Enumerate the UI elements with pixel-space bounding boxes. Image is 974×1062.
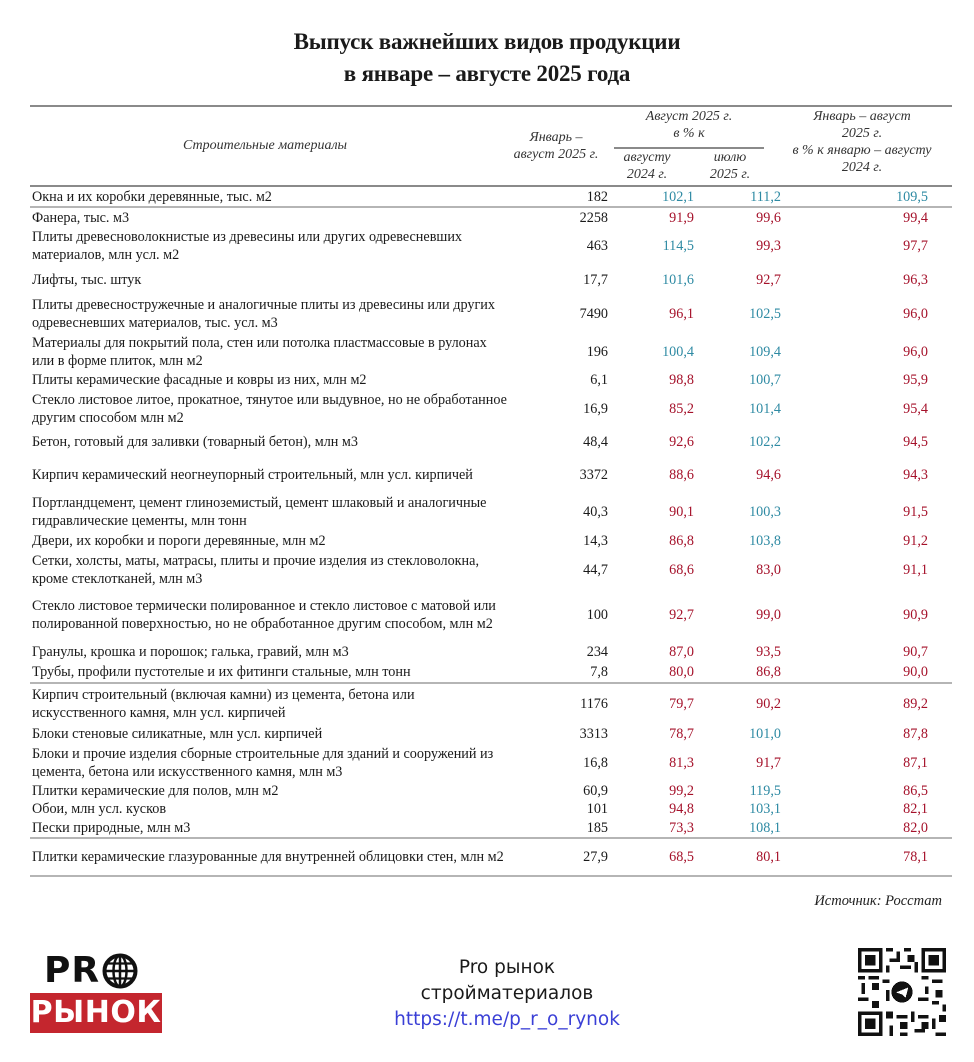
row-pct-aug-2024: 94,8 — [669, 801, 694, 817]
table-row — [30, 662, 952, 682]
header-aug24-line2: 2024 г. — [626, 167, 668, 182]
row-name: Двери, их коробки и пороги деревянные, млн м2 — [32, 533, 326, 549]
row-pct-yoy: 87,8 — [903, 725, 928, 742]
logo-pro-text: PR — [44, 950, 101, 991]
header-aug-group-line2: в % к — [673, 126, 705, 141]
row-pct-jul-2025: 101,4 — [749, 400, 781, 417]
row-pct-jul-2025: 92,7 — [756, 271, 781, 288]
row-pct-yoy: 90,9 — [903, 606, 928, 623]
row-name: Плиты древесноволокнистые из древесины или других одревесневших материалов, млн усл. м2 — [32, 229, 463, 263]
row-name: Трубы, профили пустотелые и их фитинги стальные, млн тонн — [32, 664, 411, 680]
table-row — [30, 390, 952, 427]
row-pct-yoy: 97,7 — [903, 238, 928, 254]
row-pct-aug-2024: 102,1 — [662, 188, 694, 205]
row-name: Обои, млн усл. кусков — [32, 801, 167, 817]
row-name: Стекло листовое термически полированное и стекло листовое с матовой или полированной поверхностью, но не обработанное другим способом, млн м2 — [32, 597, 496, 632]
header-aug-group-line1: Август 2025 г. — [645, 109, 733, 124]
table-row — [30, 682, 952, 723]
row-pct-jul-2025: 109,4 — [749, 343, 781, 360]
row-pct-jul-2025: 103,8 — [749, 533, 781, 549]
row-pct-yoy: 89,2 — [903, 695, 928, 712]
table-row — [30, 456, 952, 493]
row-pct-aug-2024: 79,7 — [669, 695, 694, 712]
header-yoy — [770, 108, 954, 176]
row-pct-aug-2024: 99,2 — [669, 782, 694, 799]
row-jan-aug-value: 196 — [586, 343, 608, 360]
row-jan-aug-value: 7,8 — [590, 664, 608, 680]
row-pct-jul-2025: 99,0 — [756, 606, 781, 623]
header-jul25-line2: 2025 г. — [709, 167, 751, 182]
table-row — [30, 427, 952, 456]
header-jul25-line1: июлю — [713, 150, 747, 165]
row-pct-jul-2025: 80,1 — [756, 849, 781, 865]
row-pct-jul-2025: 91,7 — [756, 754, 781, 771]
row-pct-yoy: 87,1 — [903, 754, 928, 771]
row-pct-jul-2025: 94,6 — [756, 466, 781, 483]
table-header — [30, 105, 952, 187]
table-row — [30, 781, 952, 800]
row-pct-aug-2024: 90,1 — [669, 504, 694, 520]
row-pct-jul-2025: 90,2 — [756, 695, 781, 712]
row-jan-aug-value: 17,7 — [583, 271, 608, 288]
header-yoy-line2: 2025 г. — [841, 126, 883, 141]
row-name: Кирпич керамический неогнеупорный строительный, млн усл. кирпичей — [32, 466, 473, 483]
logo-rynok: РЫНОК — [30, 993, 162, 1033]
row-pct-jul-2025: 83,0 — [756, 561, 781, 578]
title-line-1: Выпуск важнейших видов продукции — [293, 29, 681, 54]
row-pct-aug-2024: 88,6 — [669, 466, 694, 483]
row-pct-jul-2025: 111,2 — [750, 188, 781, 205]
row-name: Блоки стеновые силикатные, млн усл. кирпичей — [32, 725, 323, 742]
row-pct-yoy: 86,5 — [903, 782, 928, 799]
row-pct-aug-2024: 92,6 — [669, 433, 694, 450]
header-materials: Строительные материалы — [182, 138, 348, 153]
row-name: Сетки, холсты, маты, матрасы, плиты и прочие изделия из стекловолокна, кроме стеклотканей, млн м3 — [32, 552, 479, 587]
row-jan-aug-value: 3313 — [579, 725, 608, 742]
table-row — [30, 641, 952, 662]
row-pct-aug-2024: 81,3 — [669, 754, 694, 771]
row-pct-yoy: 109,5 — [896, 188, 928, 205]
row-jan-aug-value: 48,4 — [583, 433, 608, 450]
row-pct-aug-2024: 78,7 — [669, 725, 694, 742]
row-jan-aug-value: 463 — [586, 238, 608, 254]
row-pct-aug-2024: 96,1 — [669, 305, 694, 322]
row-pct-aug-2024: 86,8 — [669, 533, 694, 549]
table-row — [30, 493, 952, 531]
header-yoy-line1: Январь – август — [813, 109, 911, 124]
row-jan-aug-value: 44,7 — [583, 561, 608, 578]
row-name: Фанера, тыс. м3 — [32, 209, 130, 226]
row-pct-yoy: 95,4 — [903, 400, 928, 417]
header-jan-aug-2025 — [500, 129, 612, 163]
row-name: Портландцемент, цемент глиноземистый, цемент шлаковый и аналогичные гидравлические цементы, млн тонн — [32, 495, 487, 529]
logo-pro — [30, 952, 162, 990]
row-name: Стекло листовое литое, прокатное, тянутое или выдувное, но не обработанное другим способом млн м2 — [32, 391, 507, 426]
brand-logo — [30, 952, 162, 1033]
title-line-2: в январе – августе 2025 года — [343, 61, 631, 86]
row-pct-jul-2025: 99,3 — [756, 238, 781, 254]
row-pct-yoy: 91,2 — [903, 533, 928, 549]
row-jan-aug-value: 185 — [586, 819, 608, 836]
table-row — [30, 227, 952, 265]
promo-line-1: Pro рынок — [458, 957, 556, 978]
header-jan-aug-line2: август 2025 г. — [513, 147, 599, 162]
row-pct-jul-2025: 119,5 — [749, 782, 781, 799]
row-name: Плитки керамические глазурованные для внутренней облицовки стен, млн м2 — [32, 849, 504, 865]
row-pct-aug-2024: 100,4 — [662, 343, 694, 360]
row-name: Кирпич строительный (включая камни) из цемента, бетона или искусственного камня, млн усл. кирпичей — [32, 686, 415, 721]
row-pct-aug-2024: 87,0 — [669, 643, 694, 660]
page-title — [0, 26, 974, 90]
header-yoy-line4: 2024 г. — [841, 160, 883, 175]
row-pct-jul-2025: 103,1 — [749, 801, 781, 817]
row-pct-aug-2024: 101,6 — [662, 271, 694, 288]
row-name: Окна и их коробки деревянные, тыс. м2 — [32, 188, 272, 205]
row-pct-yoy: 91,1 — [903, 561, 928, 578]
row-jan-aug-value: 27,9 — [583, 849, 608, 865]
row-name: Плитки керамические для полов, млн м2 — [32, 782, 279, 799]
row-name: Блоки и прочие изделия сборные строительные для зданий и сооружений из цемента, бетона или искусственного камня, млн м3 — [32, 745, 494, 780]
row-pct-aug-2024: 114,5 — [662, 238, 694, 254]
row-jan-aug-value: 6,1 — [590, 372, 608, 388]
table-row — [30, 187, 952, 208]
row-jan-aug-value: 234 — [586, 643, 608, 660]
row-name: Пески природные, млн м3 — [32, 819, 191, 836]
row-jan-aug-value: 1176 — [580, 695, 608, 712]
row-name: Бетон, готовый для заливки (товарный бетон), млн м3 — [32, 433, 358, 450]
header-jan-aug-line1: Январь – — [529, 130, 583, 145]
header-aug24-line1: августу — [623, 150, 671, 165]
table-row — [30, 208, 952, 227]
row-name: Лифты, тыс. штук — [32, 271, 142, 288]
row-jan-aug-value: 16,9 — [583, 400, 608, 417]
table-row — [30, 531, 952, 551]
row-pct-yoy: 94,3 — [903, 466, 928, 483]
table-row — [30, 818, 952, 837]
table-row — [30, 800, 952, 818]
table-body — [30, 187, 952, 877]
table-row — [30, 333, 952, 370]
row-jan-aug-value: 40,3 — [583, 504, 608, 520]
row-pct-aug-2024: 92,7 — [669, 606, 694, 623]
table-row — [30, 265, 952, 294]
production-table — [30, 105, 952, 877]
row-pct-jul-2025: 93,5 — [756, 643, 781, 660]
row-pct-jul-2025: 101,0 — [749, 725, 781, 742]
row-jan-aug-value: 7490 — [579, 305, 608, 322]
table-row — [30, 294, 952, 333]
row-pct-yoy: 90,0 — [903, 664, 928, 680]
table-row — [30, 723, 952, 744]
header-aug-2024 — [612, 149, 682, 183]
row-pct-jul-2025: 102,2 — [749, 433, 781, 450]
row-pct-yoy: 78,1 — [903, 849, 928, 865]
row-jan-aug-value: 2258 — [579, 209, 608, 226]
row-jan-aug-value: 182 — [586, 188, 608, 205]
row-pct-yoy: 91,5 — [903, 504, 928, 520]
table-row — [30, 588, 952, 641]
row-jan-aug-value: 101 — [586, 801, 608, 817]
row-pct-yoy: 96,0 — [903, 343, 928, 360]
row-pct-jul-2025: 99,6 — [756, 209, 781, 226]
row-pct-yoy: 96,3 — [903, 271, 928, 288]
promo-line-2: стройматериалов — [420, 983, 594, 1004]
row-pct-jul-2025: 108,1 — [749, 819, 781, 836]
row-pct-jul-2025: 100,3 — [749, 504, 781, 520]
header-yoy-line3: в % к январю – августу — [792, 143, 932, 158]
source-note: Источник: Росстат — [814, 893, 942, 909]
table-row — [30, 744, 952, 781]
qr-code-icon[interactable] — [858, 948, 946, 1036]
header-aug-group — [612, 108, 766, 142]
row-pct-yoy: 82,0 — [903, 819, 928, 836]
row-name: Материалы для покрытий пола, стен или потолка пластмассовые в рулонах или в форме плиток, млн м2 — [32, 334, 487, 369]
row-pct-aug-2024: 85,2 — [669, 400, 694, 417]
row-pct-aug-2024: 68,5 — [669, 849, 694, 865]
row-name: Гранулы, крошка и порошок; галька, гравий, млн м3 — [32, 643, 349, 660]
header-jul-2025 — [690, 149, 770, 183]
row-jan-aug-value: 16,8 — [583, 754, 608, 771]
row-pct-jul-2025: 86,8 — [756, 664, 781, 680]
row-pct-jul-2025: 100,7 — [749, 372, 781, 388]
row-pct-aug-2024: 73,3 — [669, 819, 694, 836]
globe-icon — [102, 953, 138, 989]
row-pct-yoy: 95,9 — [903, 372, 928, 388]
table-row — [30, 837, 952, 877]
table-row — [30, 370, 952, 390]
row-jan-aug-value: 100 — [586, 606, 608, 623]
row-pct-aug-2024: 98,8 — [669, 372, 694, 388]
row-pct-jul-2025: 102,5 — [749, 305, 781, 322]
row-jan-aug-value: 14,3 — [583, 533, 608, 549]
row-name: Плиты древесностружечные и аналогичные плиты из древесины или других одревесневших материалов, тыс. усл. м3 — [32, 296, 495, 331]
channel-link[interactable]: https://t.me/p_r_o_rynok — [394, 1009, 620, 1030]
row-pct-aug-2024: 91,9 — [669, 209, 694, 226]
row-pct-yoy: 82,1 — [903, 801, 928, 817]
row-pct-yoy: 99,4 — [903, 209, 928, 226]
row-pct-aug-2024: 80,0 — [669, 664, 694, 680]
row-jan-aug-value: 3372 — [579, 466, 608, 483]
row-pct-yoy: 94,5 — [903, 433, 928, 450]
promo-block — [330, 955, 684, 1033]
row-name: Плиты керамические фасадные и ковры из них, млн м2 — [32, 372, 367, 388]
row-pct-yoy: 90,7 — [903, 643, 928, 660]
row-jan-aug-value: 60,9 — [583, 782, 608, 799]
row-pct-aug-2024: 68,6 — [669, 561, 694, 578]
table-row — [30, 551, 952, 588]
row-pct-yoy: 96,0 — [903, 305, 928, 322]
